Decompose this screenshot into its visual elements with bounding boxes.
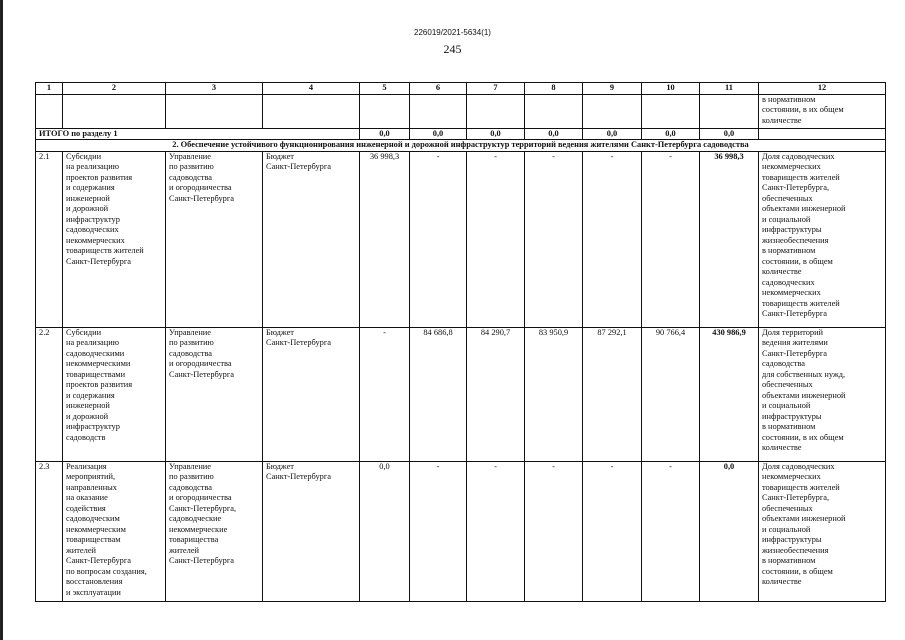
document-id: 226019/2021-5634(1): [414, 28, 491, 37]
funding-source: Бюджет Санкт-Петербурга: [263, 461, 360, 601]
subtotal-value: 0,0: [642, 128, 700, 140]
value-cell: 36 998,3: [360, 151, 410, 327]
value-cell: 0,0: [360, 461, 410, 601]
subtotal-value: 0,0: [583, 128, 642, 140]
value-cell: -: [642, 461, 700, 601]
value-cell: 87 292,1: [583, 327, 642, 461]
column-header: 10: [642, 83, 700, 95]
value-cell: 84 686,8: [410, 327, 467, 461]
continuation-row: [36, 94, 886, 128]
column-header: 9: [583, 83, 642, 95]
column-header: 11: [700, 83, 759, 95]
value-cell: -: [525, 461, 583, 601]
subtotal-value: 0,0: [700, 128, 759, 140]
measure-name: Реализация мероприятий, направленных на оказание содействия садоводческим некоммерческим товариществам жителей Санкт-Петербурга по вопросам создания, восстановления и эксплуатации: [63, 461, 166, 601]
value-cell: -: [410, 461, 467, 601]
section-title: 2. Обеспечение устойчивого функционирования инженерной и дорожной инфраструктур территорий ведения жителями Санкт-Петербурга садоводства: [36, 140, 886, 152]
row-number: 2.3: [36, 461, 63, 601]
column-header: 8: [525, 83, 583, 95]
subtotal-value: 0,0: [467, 128, 525, 140]
funding-source: Бюджет Санкт-Петербурга: [263, 151, 360, 327]
executor: Управление по развитию садоводства и огородничества Санкт-Петербурга: [166, 327, 263, 461]
value-cell: -: [642, 151, 700, 327]
total-cell: 0,0: [700, 461, 759, 601]
binder-edge: [0, 0, 3, 640]
total-cell: 36 998,3: [700, 151, 759, 327]
value-cell: -: [360, 327, 410, 461]
column-header: 3: [166, 83, 263, 95]
subtotal-row: [36, 128, 886, 140]
value-cell: -: [467, 461, 525, 601]
value-cell: -: [583, 151, 642, 327]
column-header: 4: [263, 83, 360, 95]
row-number: 2.2: [36, 327, 63, 461]
column-header: 2: [63, 83, 166, 95]
continuation-note: в нормативном состоянии, в их общем количестве: [759, 94, 886, 128]
indicator-text: Доля садоводческих некоммерческих товариществ жителей Санкт-Петербурга, обеспеченных объектами инженерной и социальной инфраструктуры жизнеобеспечения в нормативном состоянии, в общем количестве садоводческих некоммерческих товариществ жителей Санкт-Петербурга: [759, 151, 886, 327]
program-table: [35, 82, 886, 602]
value-cell: -: [410, 151, 467, 327]
value-cell: 90 766,4: [642, 327, 700, 461]
executor: Управление по развитию садоводства и огородничества Санкт-Петербурга, садоводческие некоммерческие товарищества жителей Санкт-Петербурга: [166, 461, 263, 601]
value-cell: 83 950,9: [525, 327, 583, 461]
value-cell: -: [583, 461, 642, 601]
subtotal-value: 0,0: [360, 128, 410, 140]
total-cell: 430 986,9: [700, 327, 759, 461]
measure-name: Субсидии на реализацию проектов развития и содержания инженерной и дорожной инфраструктур садоводческих некоммерческих товариществ жителей Санкт-Петербурга: [63, 151, 166, 327]
indicator-text: Доля территорий ведения жителями Санкт-Петербурга садоводства для собственных нужд, обеспеченных объектами инженерной и социальной инфраструктуры в нормативном состоянии, в их общем количестве: [759, 327, 886, 461]
row-number: 2.1: [36, 151, 63, 327]
table-row: [36, 151, 886, 327]
subtotal-label: ИТОГО по разделу 1: [36, 128, 360, 140]
page-number: 245: [443, 42, 462, 56]
section-header-row: [36, 140, 886, 152]
column-header: 6: [410, 83, 467, 95]
indicator-text: Доля садоводческих некоммерческих товариществ жителей Санкт-Петербурга, обеспеченных объектами инженерной и социальной инфраструктуры жизнеобеспечения в нормативном состоянии, в общем количестве: [759, 461, 886, 601]
column-header: 12: [759, 83, 886, 95]
funding-source: Бюджет Санкт-Петербурга: [263, 327, 360, 461]
header-row: [36, 83, 886, 95]
column-header: 1: [36, 83, 63, 95]
subtotal-value: 0,0: [525, 128, 583, 140]
value-cell: -: [525, 151, 583, 327]
subtotal-value: 0,0: [410, 128, 467, 140]
value-cell: -: [467, 151, 525, 327]
table-row: [36, 461, 886, 601]
table-row: [36, 327, 886, 461]
column-header: 7: [467, 83, 525, 95]
value-cell: 84 290,7: [467, 327, 525, 461]
column-header: 5: [360, 83, 410, 95]
executor: Управление по развитию садоводства и огородничества Санкт-Петербурга: [166, 151, 263, 327]
measure-name: Субсидии на реализацию садоводческими некоммерческими товариществами проектов развития и содержания инженерной и дорожной инфраструктур садоводств: [63, 327, 166, 461]
